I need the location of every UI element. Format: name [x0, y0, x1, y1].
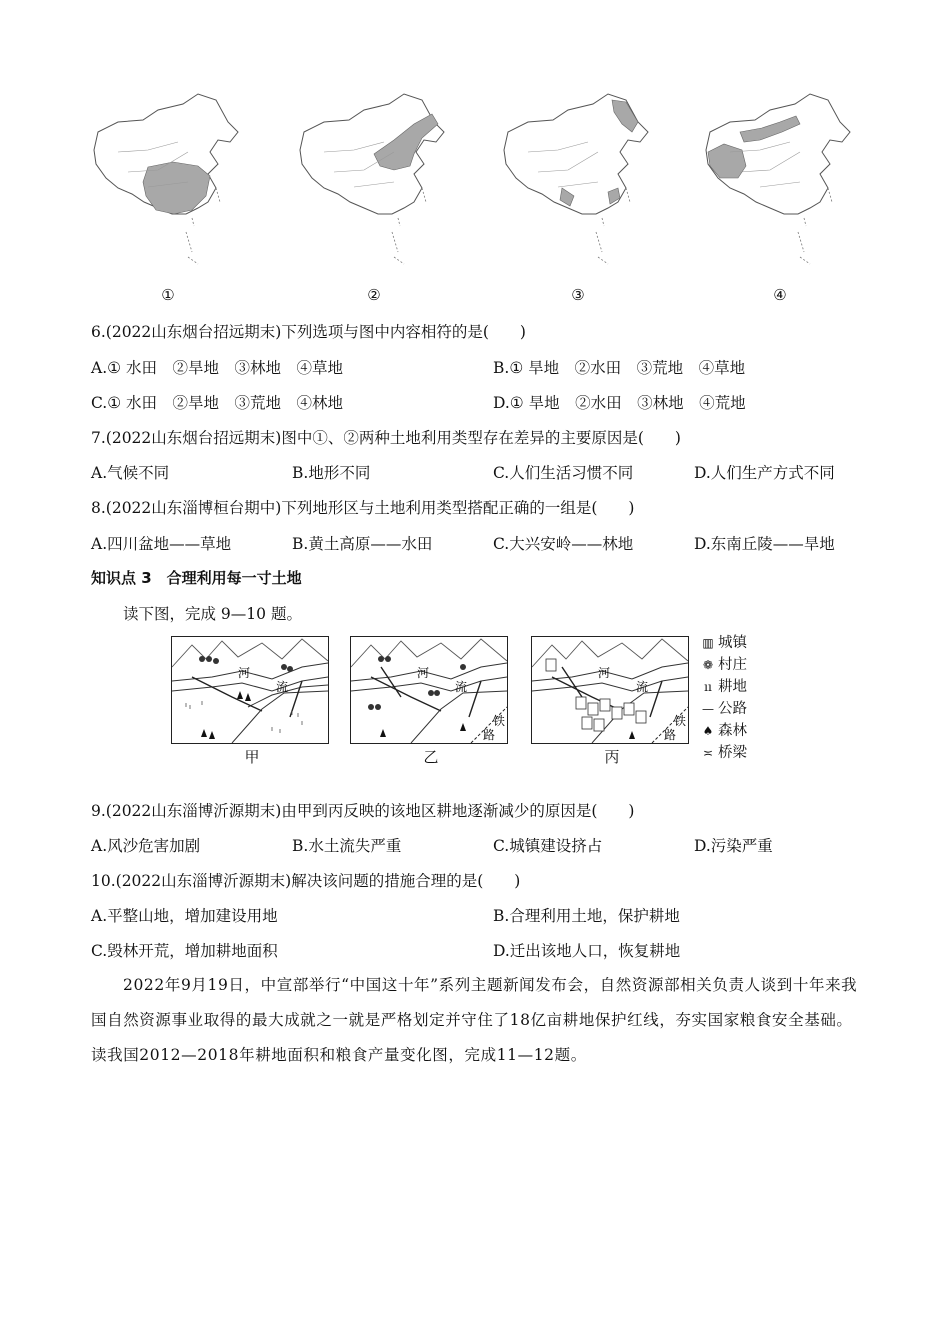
rail-char-1: 铁: [493, 714, 506, 728]
q7-option-d[interactable]: D.人们生产方式不同: [694, 464, 835, 482]
scene-label-bing: 丙: [604, 748, 620, 766]
map-label-2: ②: [367, 286, 381, 304]
scene-label-jia: 甲: [244, 748, 260, 766]
q9-option-c[interactable]: C.城镇建设挤占: [493, 837, 603, 855]
town-icon: ▥: [702, 636, 714, 650]
map-4: [700, 92, 860, 282]
q8-option-c[interactable]: C.大兴安岭——林地: [493, 535, 634, 553]
rail-char-2: 路: [664, 728, 677, 742]
legend: [698, 632, 747, 764]
scene-label-yi: 乙: [423, 748, 439, 766]
river-char-1: 河: [238, 666, 251, 680]
q10-stem: 10.(2022山东淄博沂源期末)解决该问题的措施合理的是( ): [91, 872, 521, 890]
river-char-1: 河: [598, 666, 611, 680]
legend-village: ❁ 村庄: [698, 654, 747, 676]
bridge-icon: ≍: [702, 746, 714, 760]
scene-bing: [531, 636, 689, 744]
q7-stem: 7.(2022山东烟台招远期末)图中①、②两种土地利用类型存在差异的主要原因是( ): [91, 429, 681, 447]
river-char-2: 流: [636, 680, 649, 694]
q9-option-d[interactable]: D.污染严重: [694, 837, 773, 855]
q6-stem: 6.(2022山东烟台招远期末)下列选项与图中内容相符的是( ): [91, 323, 526, 341]
legend-forest: ♠ 森林: [698, 720, 747, 742]
map-3: [498, 92, 658, 282]
village-icon: ❁: [702, 658, 714, 672]
legend-town: ▥ 城镇: [698, 632, 747, 654]
legend-road: — 公路: [698, 698, 747, 720]
q9-stem: 9.(2022山东淄博沂源期末)由甲到丙反映的该地区耕地逐渐减少的原因是( ): [91, 802, 635, 820]
q8-option-a[interactable]: A.四川盆地——草地: [91, 535, 232, 553]
rail-char-2: 路: [483, 728, 496, 742]
q9-option-b[interactable]: B.水土流失严重: [292, 837, 402, 855]
map-label-1: ①: [161, 286, 175, 304]
section-heading: 知识点 3 合理利用每一寸土地: [91, 569, 302, 587]
q8-option-d[interactable]: D.东南丘陵——旱地: [694, 535, 835, 553]
q7-option-a[interactable]: A.气候不同: [91, 464, 170, 482]
q10-option-c[interactable]: C.毁林开荒，增加耕地面积: [91, 942, 278, 960]
legend-farmland: ıı 耕地: [698, 676, 747, 698]
q6-option-d[interactable]: D.① 旱地 ②水田 ③林地 ④荒地: [493, 394, 746, 412]
passage: 2022年9月19日，中宣部举行“中国这十年”系列主题新闻发布会，自然资源部相关负责人谈到十年来我国自然资源事业取得的最大成就之一就是严格划定并守住了18亿亩耕地保护红线，夯实国家粮食安全基础。读我国2012—2018年耕地面积和粮食产量变化图，完成11—12题。: [91, 976, 858, 1064]
forest-icon: ♠: [702, 724, 714, 738]
map-label-4: ④: [773, 286, 787, 304]
rail-char-1: 铁: [674, 714, 687, 728]
q7-option-b[interactable]: B.地形不同: [292, 464, 371, 482]
legend-bridge: ≍ 桥梁: [698, 742, 747, 764]
river-char-2: 流: [276, 680, 289, 694]
road-icon: —: [702, 702, 714, 716]
china-maps-figure: [88, 92, 868, 312]
farmland-icon: ıı: [704, 680, 712, 694]
q6-option-a[interactable]: A.① 水田 ②旱地 ③林地 ④草地: [91, 359, 343, 377]
river-char-1: 河: [417, 666, 430, 680]
scene-yi: [350, 636, 508, 744]
q7-option-c[interactable]: C.人们生活习惯不同: [493, 464, 634, 482]
q10-option-d[interactable]: D.迁出该地人口，恢复耕地: [493, 942, 681, 960]
q10-option-b[interactable]: B.合理利用土地，保护耕地: [493, 907, 680, 925]
q9-option-a[interactable]: A.风沙危害加剧: [91, 837, 201, 855]
map-label-3: ③: [571, 286, 585, 304]
q6-option-b[interactable]: B.① 旱地 ②水田 ③荒地 ④草地: [493, 359, 746, 377]
q6-option-c[interactable]: C.① 水田 ②旱地 ③荒地 ④林地: [91, 394, 344, 412]
river-char-2: 流: [455, 680, 468, 694]
map-2: [294, 92, 454, 282]
intro-text: 读下图，完成 9—10 题。: [123, 605, 302, 623]
scene-jia: [171, 636, 329, 744]
q8-stem: 8.(2022山东淄博桓台期中)下列地形区与土地利用类型搭配正确的一组是( ): [91, 499, 635, 517]
map-1: [88, 92, 248, 282]
q10-option-a[interactable]: A.平整山地，增加建设用地: [91, 907, 278, 925]
q8-option-b[interactable]: B.黄土高原——水田: [292, 535, 433, 553]
